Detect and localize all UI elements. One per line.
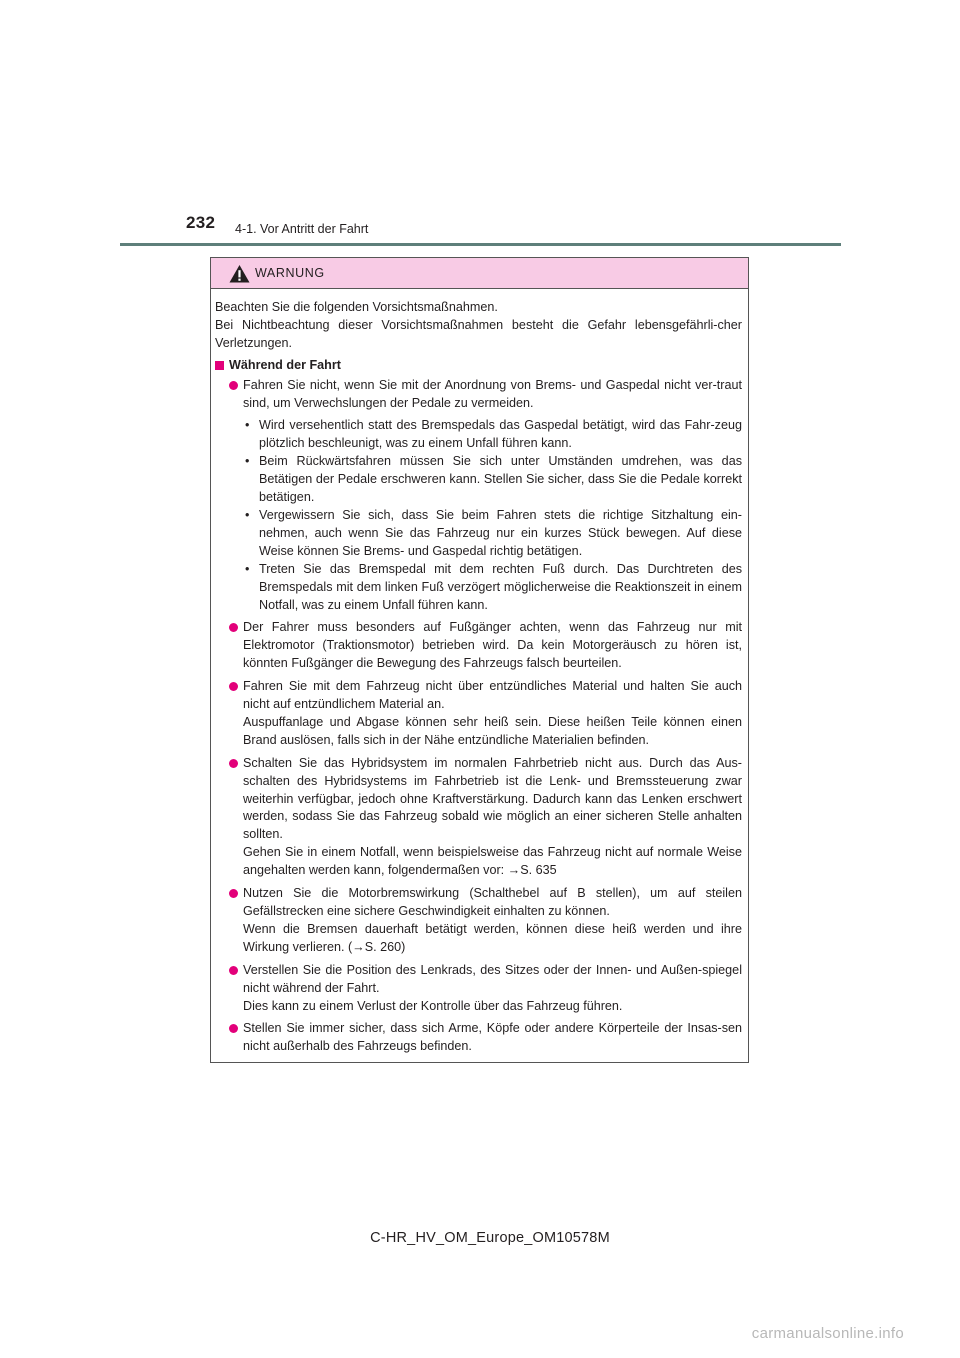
bullet-text: Stellen Sie immer sicher, dass sich Arme, Köpfe oder andere Körperteile der Insas-sen nicht außerhalb des Fahrzeugs befinden. — [243, 1021, 742, 1054]
warning-title: WARNUNG — [255, 266, 325, 280]
bullet-text: Fahren Sie mit dem Fahrzeug nicht über entzündliches Material und halten Sie auch nicht auf entzündlichem Material an. — [243, 679, 742, 712]
dot-bullet-icon — [229, 623, 238, 632]
dot-bullet-icon — [229, 889, 238, 898]
dot-bullet-icon — [229, 1024, 238, 1033]
warning-intro — [215, 299, 742, 353]
warning-box — [210, 257, 749, 1063]
bullet-text: Der Fahrer muss besonders auf Fußgänger achten, wenn das Fahrzeug nur mit Elektromotor (Traktionsmotor) betrieben wird. Da kein Motorgeräusch zu hören ist, könnten Fußgänger die Bewegung des Fahrzeugs falsch beurteilen. — [243, 620, 742, 671]
warning-header — [211, 258, 748, 289]
section-heading-text: Während der Fahrt — [229, 357, 341, 372]
dot-bullet-icon — [229, 682, 238, 691]
sub-item: • Vergewissern Sie sich, dass Sie beim Fahren stets die richtige Sitzhaltung ein-nehmen, auch wenn Sie das Fahrzeug nur ein kurzes Stück bewegen. Auf diese Weise können Sie Brems- und Gaspedal richtig betätigen. — [243, 507, 742, 561]
square-bullet-icon — [215, 361, 224, 370]
section-title: 4-1. Vor Antritt der Fahrt — [235, 222, 369, 236]
dot-bullet-icon — [229, 759, 238, 768]
sub-item: • Wird versehentlich statt des Bremspedals das Gaspedal betätigt, wird das Fahr-zeug plötzlich beschleunigt, was zu einem Unfall führen kann. — [243, 417, 742, 453]
warning-body — [211, 289, 748, 1056]
warning-bullet — [215, 755, 742, 880]
bullet-text: Verstellen Sie die Position des Lenkrads, des Sitzes oder der Innen- und Außen-spiegel nicht während der Fahrt. — [243, 962, 742, 995]
warning-bullet — [215, 885, 742, 957]
sub-list — [243, 417, 742, 614]
dot-bullet-icon — [229, 381, 238, 390]
intro-line: Beachten Sie die folgenden Vorsichtsmaßnahmen. — [215, 300, 498, 314]
warning-bullet — [215, 962, 742, 1016]
warning-bullet — [215, 619, 742, 673]
bullet-text: Wenn die Bremsen dauerhaft betätigt werden, können diese heiß werden und ihre Wirkung verlieren. (→S. 260) — [243, 921, 742, 954]
bullet-text: Gehen Sie in einem Notfall, wenn beispielsweise das Fahrzeug nicht auf normale Weise angehalten werden kann, folgendermaßen vor: →S. 635 — [243, 845, 742, 878]
dot-bullet-icon — [229, 966, 238, 975]
footer-doc-code: C-HR_HV_OM_Europe_OM10578M — [370, 1230, 610, 1246]
page-number: 232 — [186, 213, 216, 232]
warning-triangle-icon — [229, 264, 250, 283]
sub-item: • Beim Rückwärtsfahren müssen Sie sich unter Umständen umdrehen, was das Betätigen der Pedale erschweren kann. Stellen Sie sicher, dass Sie die Pedale korrekt betätigen. — [243, 453, 742, 507]
bullet-text: Schalten Sie das Hybridsystem im normalen Fahrbetrieb nicht aus. Durch das Aus-schalten des Hybridsystems im Fahrbetrieb ist die Lenk- und Bremssteuerung zwar weiterhin verfügbar, jedoch ohne Kraftverstärkung. Dadurch kann das Lenken erschwert werden, sodass Sie das Fahrzeug sobald wie möglich an einer sicheren Stelle anhalten sollten. — [243, 755, 742, 842]
bullet-text: Fahren Sie nicht, wenn Sie mit der Anordnung von Brems- und Gaspedal nicht ver-traut sind, um Verwechslungen der Pedale zu vermeiden. — [243, 377, 742, 410]
warning-bullet — [215, 377, 742, 615]
bullet-text: Dies kann zu einem Verlust der Kontrolle über das Fahrzeug führen. — [243, 998, 623, 1013]
bullet-text: Auspuffanlage und Abgase können sehr heiß sein. Diese heißen Teile können einen Brand auslösen, falls sich in der Nähe entzündliche Materialien befinden. — [243, 714, 742, 747]
section-heading — [215, 357, 742, 375]
warning-bullet — [215, 678, 742, 750]
intro-line: Bei Nichtbeachtung dieser Vorsichtsmaßnahmen besteht die Gefahr lebensgefährli-cher Verletzungen. — [215, 317, 742, 350]
header-rule — [120, 243, 841, 246]
bullet-text: Nutzen Sie die Motorbremswirkung (Schalthebel auf B stellen), um auf steilen Gefällstrecken eine sichere Geschwindigkeit einhalten zu können. — [243, 886, 742, 918]
sub-item: • Treten Sie das Bremspedal mit dem rechten Fuß durch. Das Durchtreten des Bremspedals mit dem linken Fuß verzögert möglicherweise die Reaktionszeit in einem Notfall, was zu einem Unfall führen kann. — [243, 561, 742, 615]
warning-bullet — [215, 1020, 742, 1056]
watermark: carmanualsonline.info — [751, 1325, 904, 1342]
